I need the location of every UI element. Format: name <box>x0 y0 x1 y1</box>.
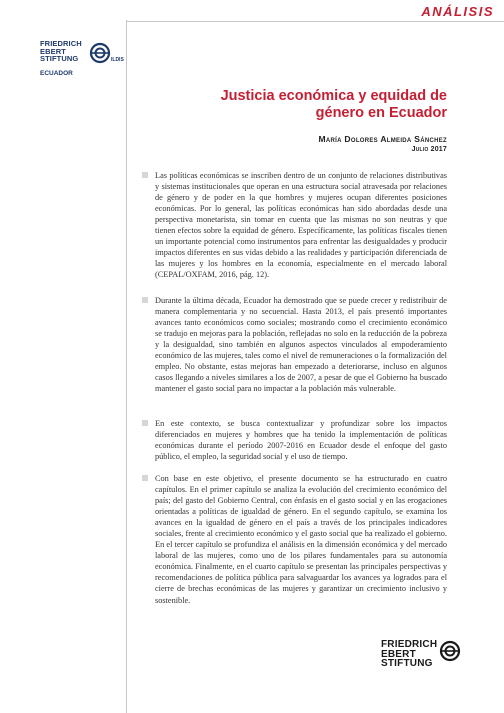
publication-date: Julio 2017 <box>411 146 447 153</box>
paragraph <box>155 295 447 394</box>
footer-logo-line-1: FRIEDRICH <box>381 639 438 650</box>
bullet-square-icon <box>142 297 148 303</box>
bullet-square-icon <box>142 172 148 178</box>
logo-ildis: ILDIS <box>111 57 124 63</box>
title-line-1: Justicia económica y equidad de <box>220 88 447 104</box>
bullet-square-icon <box>142 475 148 481</box>
logo-line-2: EBERT <box>40 46 66 56</box>
document-title <box>200 88 447 122</box>
paragraph-text: Durante la última década, Ecuador ha demostrado que se puede crecer y redistribuir de manera complementaria y no secuencial. Hasta 2013, el país presentó importantes avances tanto económicos como sociales; mostrando como el crecimiento económico se tradujo en mejoras para la población, reflejadas no solo en la reducción de la pobreza y la desigualdad, sino también en algunos aspectos vinculados al empoderamiento económico de las mujeres, tales como el nivel de remuneraciones o la formalización del empleo. No obstante, estas mejoras han empezado a deteriorarse, incluso en algunos casos llegando a niveles similares a los de 2007, a pesar de que el Gobierno ha buscado mantener el gasto social para no impactar a la población más vulnerable. <box>155 296 447 394</box>
bullet-square-icon <box>142 420 148 426</box>
author-name: María Dolores Almeida Sánchez <box>318 134 447 144</box>
logo-line-1: FRIEDRICH <box>40 39 82 48</box>
logo-line-3: STIFTUNG <box>40 54 79 63</box>
footer-logo-line-2: EBERT <box>381 648 416 660</box>
document-header <box>200 88 447 153</box>
logo-country: ECUADOR <box>40 70 73 77</box>
paragraph-text: Con base en este objetivo, el presente documento se ha estructurado en cuatro capítulos. En el primer capítulo se analiza la evolución del crecimiento económico del país; del gasto del Gobierno Central, con énfasis en el gasto social y en las erogaciones orientadas a políticas de igualdad de género. En el segundo capítulo, se examina los avances en la igualdad de género en el país a través de los principales indicadores sociales, frente al crecimiento económico y el gasto social que ha realizado el gobierno. En el tercer capítulo se profundiza el análisis en la dimensión económica y del mercado laboral de las mujeres, como uno de los pilares fundamentales para su autonomía económica. Finalmente, en el cuarto capítulo se presentan las principales perspectivas y recomendaciones de política pública para salvaguardar los avances ya logrados para el cierre de brechas económicas de las mujeres y garantizar un crecimiento inclusivo y sostenible. <box>155 474 447 605</box>
paragraph <box>155 473 447 606</box>
sidebar-divider <box>126 20 127 713</box>
paragraph <box>155 170 447 280</box>
paragraph-text: En este contexto, se busca contextualizar y profundizar sobre los impactos diferenciados en mujeres y hombres que ha tenido la implementación de políticas económicas durante el período 2007-2016 en Ecuador desde el enfoque del gasto público, el empleo, la seguridad social y el uso de tiempo. <box>155 419 447 462</box>
title-line-2: género en Ecuador <box>315 105 447 121</box>
paragraph-text: Las políticas económicas se inscriben dentro de un conjunto de relaciones distributivas y sistemas institucionales que operan en una estructura social atravesada por relaciones de género y de poder en la que hombres y mujeres ocupan diferentes posiciones económicas. Por lo general, las políticas económicas han sido abordadas desde una perspectiva monetarista, sin tomar en cuenta que las mismas no son neutras y que tienen efectos sobre la equidad de género. Específicamente, las políticas fiscales tienen un importante potencial como instrumentos para enfrentar las desigualdades y producir impactos diferentes en sus vidas debido a las realidades y participación diferenciada de las mujeres y los hombres en la economía, especialmente en el mercado laboral (CEPAL/OXFAM, 2016, pág. 12). <box>155 171 447 280</box>
section-label: ANÁLISIS <box>421 4 494 19</box>
fes-ring-logo-icon <box>89 42 111 64</box>
footer-logo-line-3: STIFTUNG <box>381 658 433 669</box>
fes-footer-logo <box>381 640 461 690</box>
fes-ring-logo-icon <box>439 640 461 662</box>
fes-ildis-logo <box>40 39 124 100</box>
paragraph <box>155 418 447 462</box>
